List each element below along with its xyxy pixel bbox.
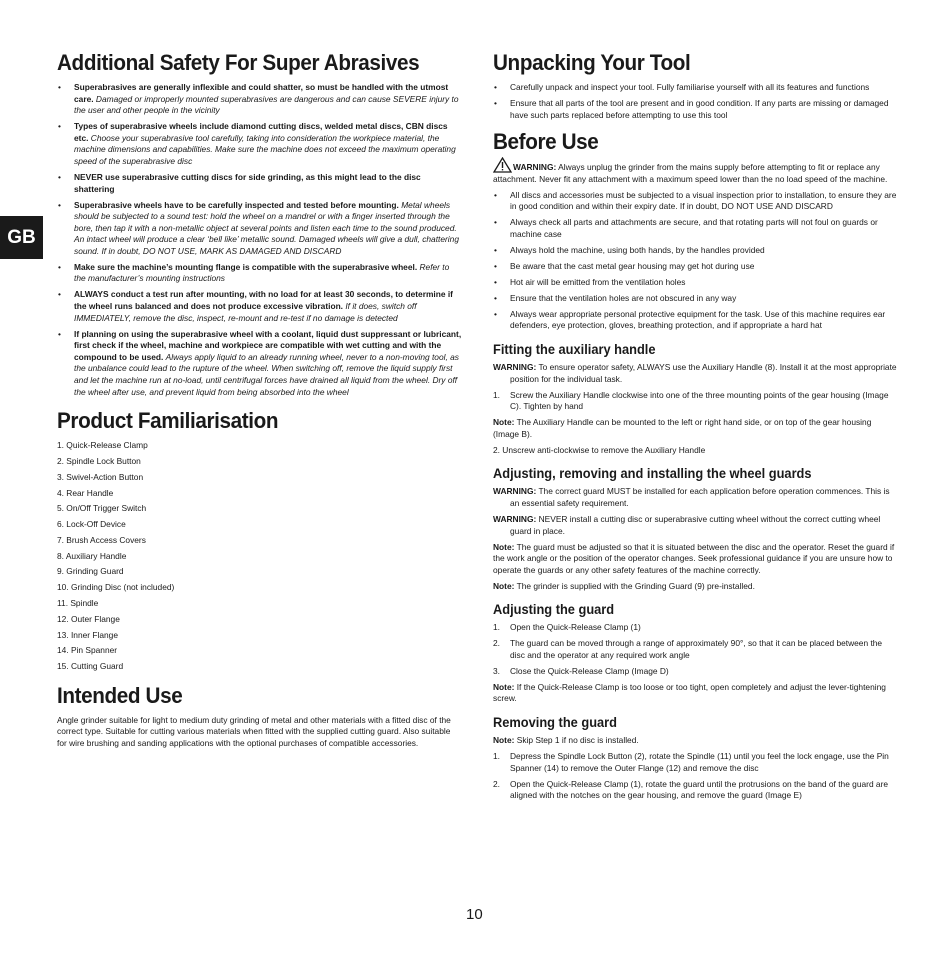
before-section: [493, 129, 897, 332]
list-item: [57, 200, 462, 258]
list-item: 11. Spindle: [57, 598, 99, 608]
list-item: [493, 390, 897, 413]
note-label: Note:: [493, 417, 515, 428]
list-item: • All discs and accessories must be subjected to a visual inspection prior to installation, to ensure they are in good condition and within their expiry date. If in doubt, DO NOT USE AND DISCARD: [493, 190, 897, 213]
note-label: Note:: [493, 735, 515, 746]
list-item: 2. Spindle Lock Button: [57, 455, 141, 466]
page-number: 10: [466, 906, 483, 923]
warning-text: Always unplug the grinder from the mains supply before attempting to fit or replace any attachment. Never fit any attachment with a maximum speed lower than the no load speed of the machine.: [493, 162, 888, 184]
adjust-section: [493, 601, 897, 705]
step-number: 1.: [493, 622, 500, 633]
list-item: [57, 121, 462, 167]
warning-text: The correct guard MUST be installed for each application before operation commences. This is an essential safety requirement.: [510, 486, 890, 508]
warning-label: WARNING:: [513, 162, 557, 173]
item-italic: Refer to the manufacturer’s mounting instructions: [74, 261, 450, 284]
safety-heading: Additional Safety For Super Abrasives: [57, 50, 420, 75]
note-label: Note:: [493, 541, 515, 552]
product-heading: Product Familiarisation: [57, 408, 279, 434]
aux-steps: [493, 390, 897, 413]
note-text: The guard must be adjusted so that it is situated between the disc and the operator. Reset the guard if the work angle or the position of the operator changes. Seek professional guidance if you are unsure how to operate the guards or any other safety features of the machine correctly.: [493, 541, 895, 575]
language-tab: [0, 216, 43, 259]
step-text: Open the Quick-Release Clamp (1): [510, 622, 641, 633]
aux-note: [493, 417, 897, 440]
item-bold: NEVER use superabrasive cutting discs for side grinding, as this might lead to the disc shattering: [74, 171, 421, 194]
unpacking-heading: Unpacking Your Tool: [493, 50, 691, 75]
warning-text: NEVER install a cutting disc or superabrasive cutting wheel without the correct cutting wheel guard in place.: [510, 513, 881, 536]
item-italic: Always apply liquid to an already running wheel, never to a non-moving tool, as the unbalance could lead to the rupture of the wheel. When switching off, remove the liquid supply first and let the machine run at no-load, until centrifugal forces have drained all liquid from the wheel. Dry off the wheel after use, and prevent liquid from being absorbed into the wheel: [74, 351, 459, 397]
adjust-heading: Adjusting the guard: [493, 602, 615, 618]
unpacking-section: [493, 50, 897, 121]
language-tab-label: GB: [7, 226, 36, 248]
list-item: 15. Cutting Guard: [57, 661, 124, 672]
list-item: 3. Swivel-Action Button: [57, 471, 144, 482]
list-item: [57, 82, 462, 117]
guards-note-2: [493, 581, 897, 593]
step-text: Screw the Auxiliary Handle clockwise into one of the three mounting points of the gear housing (Image C). Tighten by hand: [510, 389, 889, 412]
list-item: [493, 779, 897, 802]
item-bold: Superabrasives are generally inflexible and could shatter, so must be handled with the utmost care.: [74, 82, 449, 104]
list-item: 9. Grinding Guard: [57, 566, 124, 577]
aux-heading: Fitting the auxiliary handle: [493, 342, 656, 358]
item-italic: If it does, switch off IMMEDIATELY, remove the disc, inspect, re-mount and re-test if no damage is detected: [74, 301, 417, 323]
list-item: • Always check all parts and attachments are secure, and that rotating parts will not foul on guards or machine case: [493, 217, 897, 240]
adjust-steps: [493, 622, 897, 677]
left-column: [57, 50, 462, 760]
remove-note: [493, 735, 897, 747]
intended-heading: Intended Use: [57, 682, 183, 708]
list-item: • Always wear appropriate personal protective equipment for the task. Use of this machine requires ear defenders, eye protection, gloves, breathing protection, and if appropriate a hard hat: [493, 309, 897, 332]
parts-list: [57, 440, 462, 673]
note-label: Note:: [493, 681, 515, 692]
list-item: [57, 289, 462, 324]
list-item: 5. On/Off Trigger Switch: [57, 503, 147, 514]
warning-triangle-icon: [493, 157, 512, 173]
step-text: Open the Quick-Release Clamp (1), rotate the guard until the protrusions on the band of the guard are aligned with the notches on the gear housing, and remove the guard (Image E): [510, 778, 889, 801]
list-item: [57, 262, 462, 285]
list-item: 13. Inner Flange: [57, 629, 118, 640]
adjust-note: [493, 682, 897, 705]
list-item: 4. Rear Handle: [57, 487, 114, 498]
item-bold: Superabrasive wheels have to be carefully inspected and tested before mounting.: [74, 199, 399, 210]
step-number: 1.: [493, 389, 500, 400]
list-item: 7. Brush Access Covers: [57, 534, 146, 545]
step-number: 2.: [493, 638, 500, 649]
guards-heading: Adjusting, removing and installing the wheel guards: [493, 466, 812, 482]
right-column: [493, 50, 897, 806]
item-bold: Make sure the machine’s mounting flange is compatible with the superabrasive wheel.: [74, 261, 418, 272]
step-text: Depress the Spindle Lock Button (2), rotate the Spindle (11) until you feel the lock engage, use the Pin Spanner (14) to remove the Outer Flange (12) and remove the disc: [510, 751, 889, 773]
list-item: 10. Grinding Disc (not included): [57, 582, 175, 593]
list-item: • Ensure that all parts of the tool are present and in good condition. If any parts are missing or damaged have such parts replaced before attempting to use this tool: [493, 98, 897, 121]
list-item: • Always hold the machine, using both hands, by the handles provided: [493, 245, 897, 257]
list-item: • Be aware that the cast metal gear housing may get hot during use: [493, 261, 897, 273]
item-italic: Damaged or improperly mounted superabrasives are dangerous and can cause SEVERE injury to the user and other people in the vicinity: [74, 93, 459, 116]
list-item: 6. Lock-Off Device: [57, 519, 126, 530]
step-text: The guard can be moved through a range of approximately 90°, so that it can be placed between the disc and the operator at any required work angle: [510, 638, 883, 660]
list-item: [493, 622, 897, 634]
remove-heading: Removing the guard: [493, 715, 617, 731]
list-item: [57, 172, 462, 195]
note-text: The Auxiliary Handle can be mounted to the left or right hand side, or on top of the gear housing (Image B).: [493, 417, 872, 439]
aux-warning: [493, 362, 897, 385]
safety-list: [57, 82, 462, 398]
list-item: 14. Pin Spanner: [57, 645, 118, 656]
item-bold: If planning on using the superabrasive wheel with a coolant, liquid dust suppressant or lubricant, first check if the wheel, machine and workpiece are compatible with wet cutting and with the compound to be used.: [74, 328, 462, 362]
warning-label: WARNING:: [493, 513, 537, 524]
note-label: Note:: [493, 580, 515, 591]
before-list: [493, 190, 897, 332]
list-item: [493, 751, 897, 774]
step-text: Close the Quick-Release Clamp (Image D): [510, 665, 669, 676]
before-warning: [493, 157, 897, 185]
step-number: 1.: [493, 751, 500, 761]
remove-steps: [493, 751, 897, 802]
guards-section: [493, 465, 897, 592]
note-text: If the Quick-Release Clamp is too loose or too tight, open completely and adjust the lever-tightening screw.: [493, 681, 886, 704]
guards-warning-1: [493, 486, 897, 509]
list-item: [493, 666, 897, 678]
list-item: 8. Auxiliary Handle: [57, 550, 127, 561]
step-number: 3.: [493, 665, 500, 676]
warning-label: WARNING:: [493, 362, 537, 373]
guards-note-1: [493, 542, 897, 577]
before-heading: Before Use: [493, 129, 599, 155]
safety-section: [57, 50, 462, 398]
step-number: 2.: [493, 778, 500, 789]
item-italic: Metal wheels should be subjected to a sound test: hold the wheel on a mandrel or with a finger inserted through the bore, then tap it with a non-metallic object at several points and listen each time to the sound produced. An intact wheel will produce a clear ‘bell like’ metallic sound. Damaged wheels will give a dull, chattering sound. If in doubt, DO NOT USE, MARK AS DAMAGED AND DISCARD: [74, 199, 459, 256]
item-bold: ALWAYS conduct a test run after mounting, with no load for at least 30 seconds, to determine if the wheel runs balanced and does not produce excessive vibration.: [74, 289, 453, 312]
warning-text: To ensure operator safety, ALWAYS use the Auxiliary Handle (8). Install it at the most appropriate position for the individual task.: [510, 362, 897, 384]
list-item: • Carefully unpack and inspect your tool. Fully familiarise yourself with all its features and functions: [493, 82, 897, 94]
list-item: • Ensure that the ventilation holes are not obscured in any way: [493, 293, 897, 305]
intended-section: [57, 683, 462, 750]
unpacking-list: [493, 82, 897, 121]
aux-section: [493, 341, 897, 456]
note-text: The grinder is supplied with the Grinding Guard (9) pre-installed.: [514, 580, 755, 591]
aux-step2: 2. Unscrew anti-clockwise to remove the Auxiliary Handle: [493, 444, 706, 455]
list-item: [57, 329, 462, 399]
item-italic: Choose your superabrasive tool carefully, taking into consideration the workpiece material, the machine dimensions and capabilities. Make sure the machine does not exceed the maximum operating speed of the superabrasive disc: [74, 132, 456, 166]
item-bold: Types of superabrasive wheels include diamond cutting discs, welded metal discs, CBN discs etc.: [74, 121, 448, 143]
list-item: [493, 638, 897, 661]
product-section: [57, 408, 462, 673]
remove-section: [493, 714, 897, 802]
list-item: 1. Quick-Release Clamp: [57, 440, 148, 451]
list-item: 12. Outer Flange: [57, 613, 120, 624]
warning-label: WARNING:: [493, 486, 537, 497]
guards-warning-2: [493, 514, 897, 537]
list-item: • Hot air will be emitted from the ventilation holes: [493, 277, 897, 289]
note-text: Skip Step 1 if no disc is installed.: [514, 735, 639, 746]
intended-text: Angle grinder suitable for light to medium duty grinding of metal and other materials with a fitted disc of the correct type. Suitable for cutting various materials when fitted with the supplied cutting guard. Also suitable for wire brushing and sanding applications with the optional purchases of compatible accessories.: [57, 714, 451, 748]
